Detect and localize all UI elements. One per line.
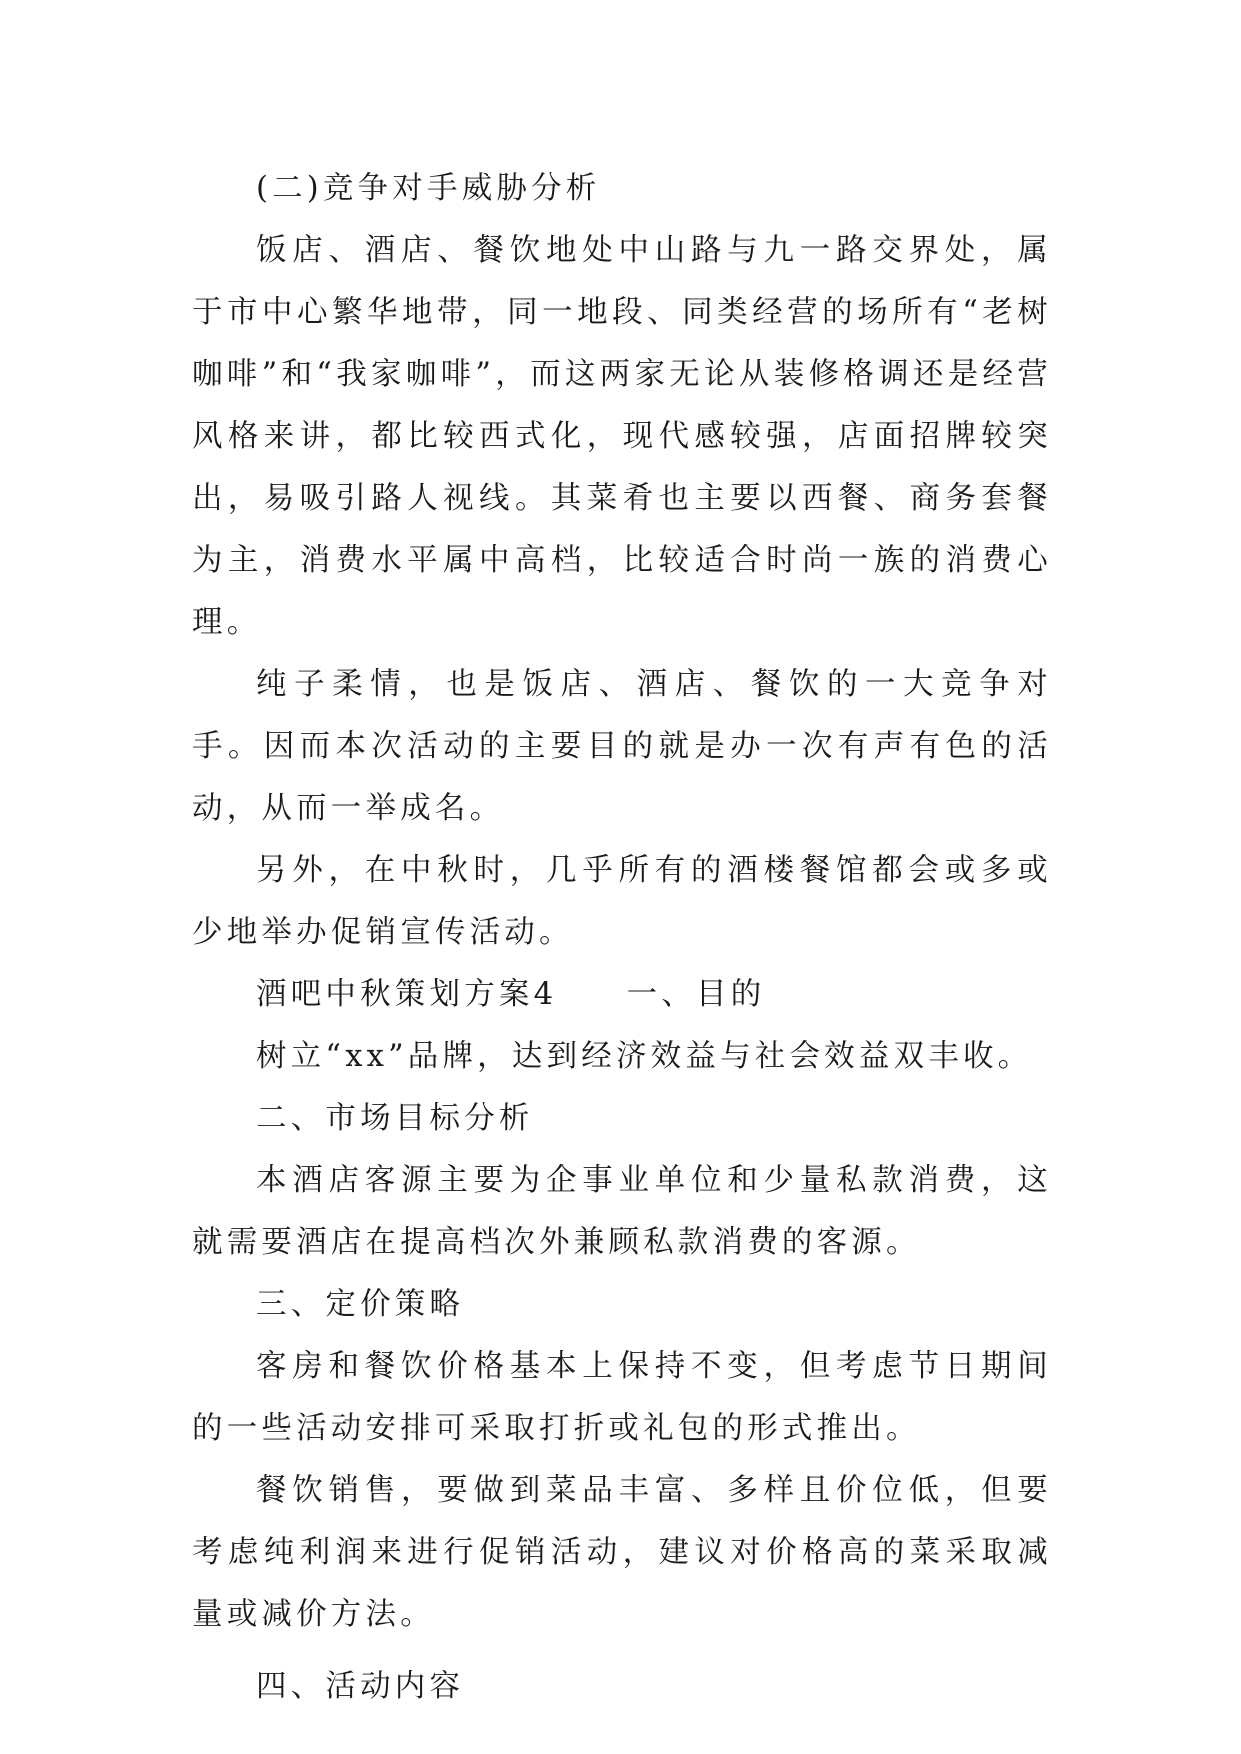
section-heading-market-analysis: 二、市场目标分析	[256, 1101, 534, 1136]
paragraph-main-competitor: 纯子柔情，也是饭店、酒店、餐饮的一大竞争对手。因而本次活动的主要目的就是办一次有声有色的活动，从而一举成名。	[192, 667, 1052, 826]
plan-title-with-purpose-heading: 酒吧中秋策划方案4 一、目的	[256, 977, 766, 1012]
paragraph-mid-autumn-promotions: 另外，在中秋时，几乎所有的酒楼餐馆都会或多或少地举办促销宣传活动。	[192, 853, 1052, 950]
section-heading-pricing-strategy: 三、定价策略	[256, 1287, 465, 1322]
paragraph-location-analysis: 饭店、酒店、餐饮地处中山路与九一路交界处，属于市中心繁华地带，同一地段、同类经营的场所有“老树咖啡”和“我家咖啡”，而这两家无论从装修格调还是经营风格来讲，都比较西式化，现代感较强，店面招牌较突出，易吸引路人视线。其菜肴也主要以西餐、商务套餐为主，消费水平属中高档，比较适合时尚一族的消费心理。	[192, 233, 1052, 640]
paragraph-dining-sales: 餐饮销售，要做到菜品丰富、多样且价位低，但要考虑纯利润来进行促销活动，建议对价格高的菜采取减量或减价方法。	[192, 1473, 1052, 1632]
paragraph-room-dining-price: 客房和餐饮价格基本上保持不变，但考虑节日期间的一些活动安排可采取打折或礼包的形式推出。	[192, 1349, 1052, 1446]
section-heading-activity-content: 四、活动内容	[256, 1669, 465, 1704]
paragraph-brand-goal: 树立“xx”品牌，达到经济效益与社会效益双丰收。	[256, 1039, 1033, 1074]
paragraph-customer-source: 本酒店客源主要为企事业单位和少量私款消费，这就需要酒店在提高档次外兼顾私款消费的客源。	[192, 1163, 1052, 1260]
document-body	[192, 158, 1052, 1718]
section-heading-competitor-threat: (二)竞争对手威胁分析	[256, 171, 601, 206]
